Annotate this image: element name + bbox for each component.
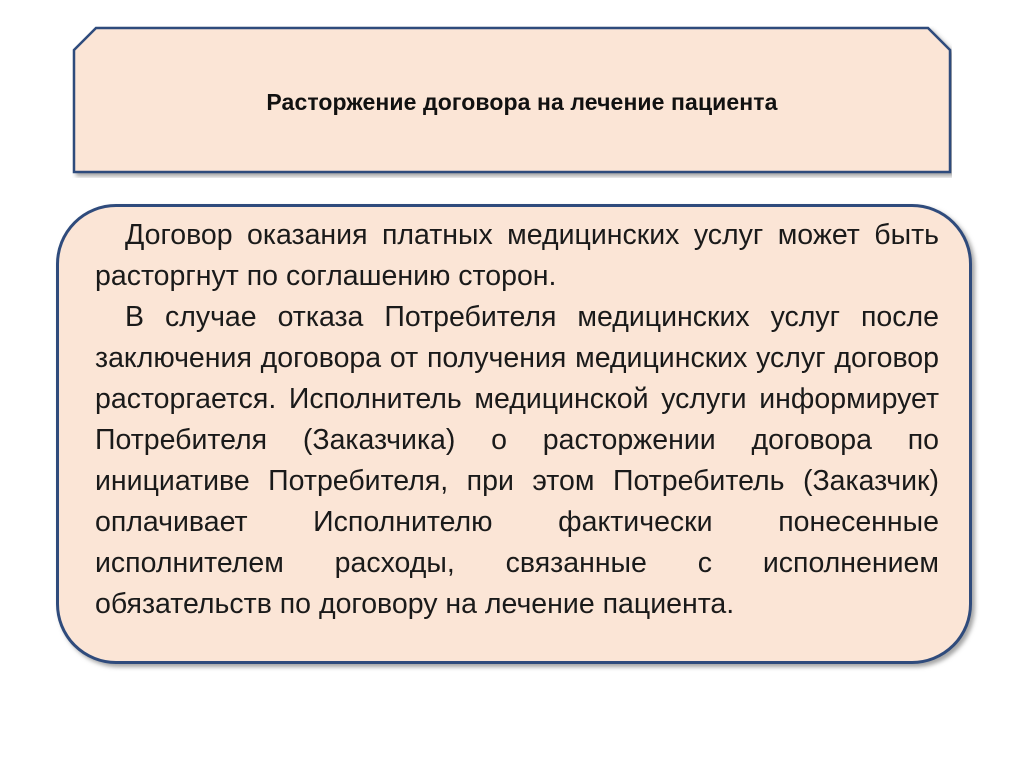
- content-panel: [56, 204, 972, 664]
- content-text: [95, 215, 939, 625]
- page-title: Расторжение договора на лечение пациента: [266, 88, 778, 115]
- paragraph-1: Договор оказания платных медицинских услуг может быть расторгнут по соглашению сторон.: [95, 219, 939, 292]
- title-banner: [72, 26, 952, 178]
- paragraph-2: В случае отказа Потребителя медицинских услуг после заключения договора от получения медицинских услуг договор расторгается. Исполнитель медицинской услуги информирует Потребителя (Заказчика) о расторжении договора по инициативе Потребителя, при этом Потребитель (Заказчик) оплачивает Исполнителю фактически понесенные исполнителем расходы, связанные с исполнением обязательств по договору на лечение пациента.: [95, 301, 939, 620]
